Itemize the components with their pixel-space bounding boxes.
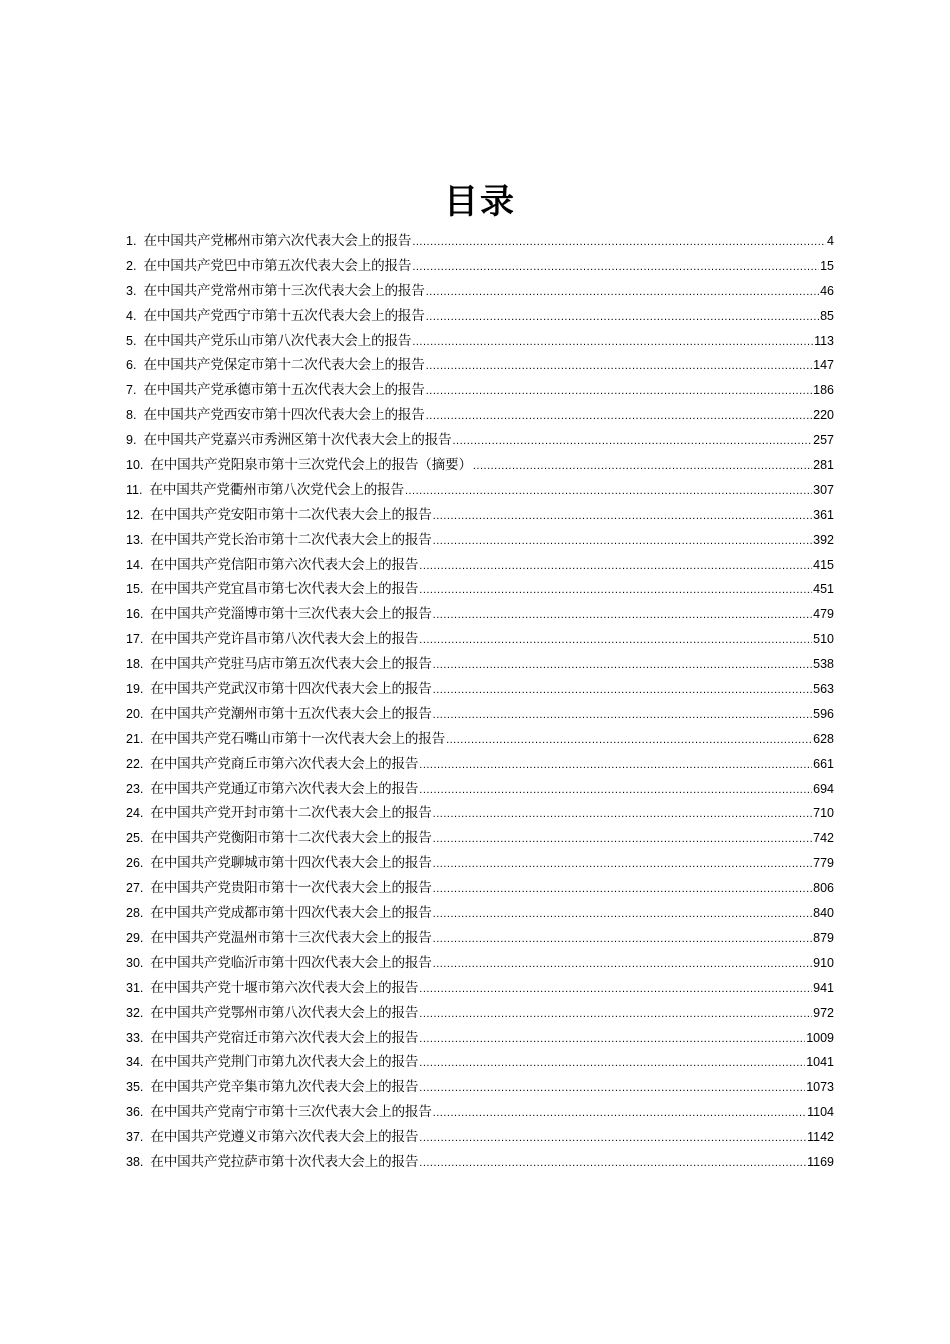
toc-entry-number: 8. (126, 408, 137, 423)
toc-entry[interactable] (126, 1100, 834, 1125)
toc-entry-number: 30. (126, 955, 144, 970)
toc-entry-page-number: 361 (813, 507, 834, 522)
toc-entry-title: 在中国共产党信阳市第六次代表大会上的报告 (150, 556, 419, 573)
toc-entry-page-number: 879 (813, 930, 834, 945)
toc-dot-leader (433, 678, 812, 703)
toc-dot-leader (426, 404, 812, 429)
toc-entry[interactable] (126, 951, 834, 976)
toc-dot-leader (419, 578, 812, 603)
toc-entry-number: 28. (126, 906, 144, 921)
toc-entry-number: 7. (126, 383, 137, 398)
toc-dot-leader (446, 728, 812, 753)
toc-entry[interactable] (126, 553, 834, 578)
toc-dot-leader (405, 479, 812, 504)
toc-entry-page-number: 972 (813, 1005, 834, 1020)
toc-entry[interactable] (126, 254, 834, 279)
toc-entry-number: 24. (126, 806, 144, 821)
toc-entry-title: 在中国共产党聊城市第十四次代表大会上的报告 (150, 855, 432, 872)
toc-dot-leader (426, 280, 819, 305)
toc-dot-leader (433, 703, 812, 728)
toc-entry-title: 在中国共产党宿迁市第六次代表大会上的报告 (150, 1029, 419, 1046)
toc-entry[interactable] (126, 851, 834, 876)
toc-entry-title: 在中国共产党辛集市第九次代表大会上的报告 (150, 1079, 419, 1096)
toc-dot-leader (412, 230, 826, 255)
toc-entry-title: 在中国共产党石嘴山市第十一次代表大会上的报告 (150, 730, 446, 747)
toc-entry-title: 在中国共产党常州市第十三次代表大会上的报告 (143, 282, 425, 299)
toc-entry-number: 2. (126, 258, 137, 273)
toc-entry-page-number: 4 (827, 234, 834, 248)
toc-entry[interactable] (126, 752, 834, 777)
toc-entry-page-number: 147 (813, 358, 834, 373)
toc-entry-number: 21. (126, 731, 144, 746)
toc-entry-number: 22. (126, 756, 144, 771)
toc-entry-page-number: 257 (813, 433, 834, 448)
toc-entry-page-number: 538 (813, 657, 834, 672)
toc-entry-page-number: 779 (813, 856, 834, 871)
toc-entry[interactable] (126, 1125, 834, 1150)
toc-entry-title: 在中国共产党十堰市第六次代表大会上的报告 (150, 979, 419, 996)
toc-entry-page-number: 840 (813, 906, 834, 921)
toc-entry-page-number: 563 (813, 682, 834, 697)
toc-entry-number: 6. (126, 358, 137, 373)
toc-entry-number: 32. (126, 1005, 144, 1020)
toc-entry-title: 在中国共产党承德市第十五次代表大会上的报告 (143, 382, 425, 399)
toc-entry-page-number: 1169 (807, 1154, 834, 1169)
toc-entry-number: 15. (126, 582, 144, 597)
toc-entry-title: 在中国共产党商丘市第六次代表大会上的报告 (150, 755, 419, 772)
toc-entry-number: 10. (126, 458, 144, 473)
toc-dot-leader (433, 802, 812, 827)
toc-dot-leader (433, 827, 812, 852)
toc-entry-number: 23. (126, 781, 144, 796)
toc-dot-leader (419, 1151, 806, 1176)
toc-title: 目录 (444, 182, 516, 222)
toc-entry-title: 在中国共产党开封市第十二次代表大会上的报告 (150, 805, 432, 822)
toc-dot-leader (433, 603, 812, 628)
toc-entry[interactable] (126, 901, 834, 926)
toc-entry[interactable] (126, 304, 834, 329)
toc-entry-number: 12. (126, 507, 144, 522)
toc-entry-number: 16. (126, 607, 144, 622)
toc-entry[interactable] (126, 353, 834, 378)
toc-entry-page-number: 1104 (807, 1105, 834, 1120)
toc-entry-page-number: 596 (813, 706, 834, 721)
toc-entry[interactable] (126, 279, 834, 304)
toc-entry[interactable] (126, 826, 834, 851)
toc-dot-leader (426, 379, 812, 404)
toc-entry-title: 在中国共产党临沂市第十四次代表大会上的报告 (150, 954, 432, 971)
toc-entry-title: 在中国共产党长治市第十二次代表大会上的报告 (150, 531, 432, 548)
toc-entry[interactable] (126, 428, 834, 453)
toc-entry[interactable] (126, 677, 834, 702)
toc-dot-leader (419, 1051, 805, 1076)
toc-entry-page-number: 1073 (806, 1080, 834, 1095)
toc-entry-number: 13. (126, 532, 144, 547)
toc-entry-number: 31. (126, 980, 144, 995)
toc-entry-title: 在中国共产党巴中市第五次代表大会上的报告 (143, 257, 412, 274)
toc-entry-title: 在中国共产党安阳市第十二次代表大会上的报告 (150, 506, 432, 523)
toc-entry-title: 在中国共产党宜昌市第七次代表大会上的报告 (150, 581, 419, 598)
toc-entry[interactable] (126, 1150, 834, 1175)
toc-entry-number: 33. (126, 1030, 144, 1045)
toc-entry-title: 在中国共产党保定市第十二次代表大会上的报告 (143, 357, 425, 374)
toc-entry-page-number: 307 (813, 482, 834, 497)
toc-entry[interactable] (126, 229, 834, 254)
toc-dot-leader (419, 753, 812, 778)
toc-entry-page-number: 628 (813, 731, 834, 746)
toc-entry-title: 在中国共产党成都市第十四次代表大会上的报告 (150, 905, 432, 922)
toc-entry-title: 在中国共产党武汉市第十四次代表大会上的报告 (150, 681, 432, 698)
toc-dot-leader (453, 429, 813, 454)
toc-entry-number: 20. (126, 706, 144, 721)
toc-entry-page-number: 392 (813, 532, 834, 547)
toc-entry-number: 27. (126, 881, 144, 896)
toc-entry-title: 在中国共产党驻马店市第五次代表大会上的报告 (150, 656, 432, 673)
toc-entry-number: 17. (126, 632, 144, 647)
toc-entry-number: 14. (126, 557, 144, 572)
toc-entry-title: 在中国共产党潮州市第十五次代表大会上的报告 (150, 705, 432, 722)
toc-entry-page-number: 479 (813, 607, 834, 622)
toc-entry-title: 在中国共产党许昌市第八次代表大会上的报告 (150, 631, 419, 648)
toc-entry-page-number: 220 (813, 408, 834, 423)
toc-entry-number: 9. (126, 433, 137, 448)
toc-entry-number: 4. (126, 308, 137, 323)
toc-dot-leader (433, 529, 812, 554)
toc-entry-title: 在中国共产党嘉兴市秀洲区第十次代表大会上的报告 (143, 432, 452, 449)
toc-entry-number: 25. (126, 831, 144, 846)
toc-entry-title: 在中国共产党西宁市第十五次代表大会上的报告 (143, 307, 425, 324)
toc-entry-number: 18. (126, 657, 144, 672)
toc-entry[interactable] (126, 602, 834, 627)
toc-dot-leader (433, 952, 812, 977)
toc-entry[interactable] (126, 378, 834, 403)
toc-entry-title: 在中国共产党荆门市第九次代表大会上的报告 (150, 1054, 419, 1071)
toc-entry-number: 19. (126, 682, 144, 697)
toc-entry[interactable] (126, 777, 834, 802)
toc-entry[interactable] (126, 727, 834, 752)
toc-entry-number: 5. (126, 333, 137, 348)
toc-dot-leader (419, 1076, 805, 1101)
toc-entry[interactable] (126, 478, 834, 503)
toc-dot-leader (433, 927, 812, 952)
toc-entry-number: 35. (126, 1080, 144, 1095)
toc-entry-page-number: 415 (813, 557, 834, 572)
toc-dot-leader (433, 877, 812, 902)
toc-entry-title: 在中国共产党乐山市第八次代表大会上的报告 (143, 332, 412, 349)
toc-entry[interactable] (126, 801, 834, 826)
toc-entry-page-number: 281 (813, 458, 834, 473)
toc-dot-leader (419, 778, 812, 803)
toc-entry-number: 36. (126, 1105, 144, 1120)
toc-dot-leader (412, 330, 813, 355)
toc-entry-title: 在中国共产党贵阳市第十一次代表大会上的报告 (150, 880, 432, 897)
toc-entry-title: 在中国共产党阳泉市第十三次党代会上的报告（摘要） (150, 457, 472, 474)
toc-entry-page-number: 742 (813, 831, 834, 846)
toc-entry[interactable] (126, 403, 834, 428)
toc-entry[interactable] (126, 453, 834, 478)
toc-entry-title: 在中国共产党西安市第十四次代表大会上的报告 (143, 407, 425, 424)
toc-dot-leader (419, 1002, 812, 1027)
toc-entry-number: 26. (126, 856, 144, 871)
toc-entry-page-number: 710 (813, 806, 834, 821)
toc-entry[interactable] (126, 652, 834, 677)
toc-entry[interactable] (126, 976, 834, 1001)
toc-entry-title: 在中国共产党拉萨市第十次代表大会上的报告 (150, 1153, 419, 1170)
toc-entry-number: 1. (126, 234, 137, 248)
toc-entry-page-number: 46 (820, 283, 834, 298)
toc-dot-leader (433, 653, 812, 678)
toc-entry-title: 在中国共产党遵义市第六次代表大会上的报告 (150, 1129, 419, 1146)
toc-entry-page-number: 661 (813, 756, 834, 771)
toc-entry[interactable] (126, 1050, 834, 1075)
toc-entry-number: 3. (126, 283, 137, 298)
toc-entry[interactable] (126, 1001, 834, 1026)
toc-dot-leader (433, 504, 812, 529)
toc-entry-page-number: 1009 (806, 1030, 834, 1045)
toc-entry[interactable] (126, 503, 834, 528)
toc-entry-number: 29. (126, 930, 144, 945)
toc-entry-page-number: 186 (813, 383, 834, 398)
toc-entry-number: 11. (126, 482, 143, 497)
toc-dot-leader (419, 1027, 805, 1052)
toc-entry-title: 在中国共产党通辽市第六次代表大会上的报告 (150, 780, 419, 797)
toc-dot-leader (426, 305, 819, 330)
toc-entry-title: 在中国共产党郴州市第六次代表大会上的报告 (143, 233, 412, 249)
toc-entry-page-number: 113 (814, 333, 834, 348)
toc-entry-page-number: 806 (813, 881, 834, 896)
toc-dot-leader (473, 454, 812, 479)
toc-entry-page-number: 1142 (807, 1130, 834, 1145)
toc-list (126, 229, 834, 1175)
toc-entry-number: 38. (126, 1154, 144, 1169)
toc-entry[interactable] (126, 627, 834, 652)
toc-dot-leader (419, 628, 812, 653)
toc-entry-number: 37. (126, 1130, 144, 1145)
toc-dot-leader (419, 977, 812, 1002)
toc-entry-title: 在中国共产党衢州市第八次党代会上的报告 (149, 481, 404, 498)
toc-entry-page-number: 910 (813, 955, 834, 970)
toc-entry-page-number: 941 (813, 980, 834, 995)
toc-entry-page-number: 451 (813, 582, 834, 597)
toc-dot-leader (433, 1101, 806, 1126)
toc-entry[interactable] (126, 329, 834, 354)
toc-entry-title: 在中国共产党南宁市第十三次代表大会上的报告 (150, 1104, 432, 1121)
toc-entry-page-number: 85 (820, 308, 834, 323)
toc-entry[interactable] (126, 577, 834, 602)
toc-dot-leader (412, 255, 819, 280)
toc-entry-number: 34. (126, 1055, 144, 1070)
toc-dot-leader (433, 902, 812, 927)
toc-entry-page-number: 1041 (806, 1055, 834, 1070)
toc-entry-page-number: 510 (813, 632, 834, 647)
toc-entry-page-number: 15 (820, 258, 834, 273)
toc-entry-title: 在中国共产党衡阳市第十二次代表大会上的报告 (150, 830, 432, 847)
toc-dot-leader (426, 354, 812, 379)
toc-dot-leader (419, 1126, 806, 1151)
toc-dot-leader (419, 554, 812, 579)
toc-dot-leader (433, 852, 812, 877)
toc-entry-title: 在中国共产党淄博市第十三次代表大会上的报告 (150, 606, 432, 623)
toc-entry[interactable] (126, 528, 834, 553)
toc-entry[interactable] (126, 1026, 834, 1051)
toc-entry-title: 在中国共产党鄂州市第八次代表大会上的报告 (150, 1004, 419, 1021)
toc-entry[interactable] (126, 702, 834, 727)
toc-entry-title: 在中国共产党温州市第十三次代表大会上的报告 (150, 929, 432, 946)
toc-entry[interactable] (126, 1075, 834, 1100)
toc-entry[interactable] (126, 926, 834, 951)
toc-entry[interactable] (126, 876, 834, 901)
toc-entry-page-number: 694 (813, 781, 834, 796)
